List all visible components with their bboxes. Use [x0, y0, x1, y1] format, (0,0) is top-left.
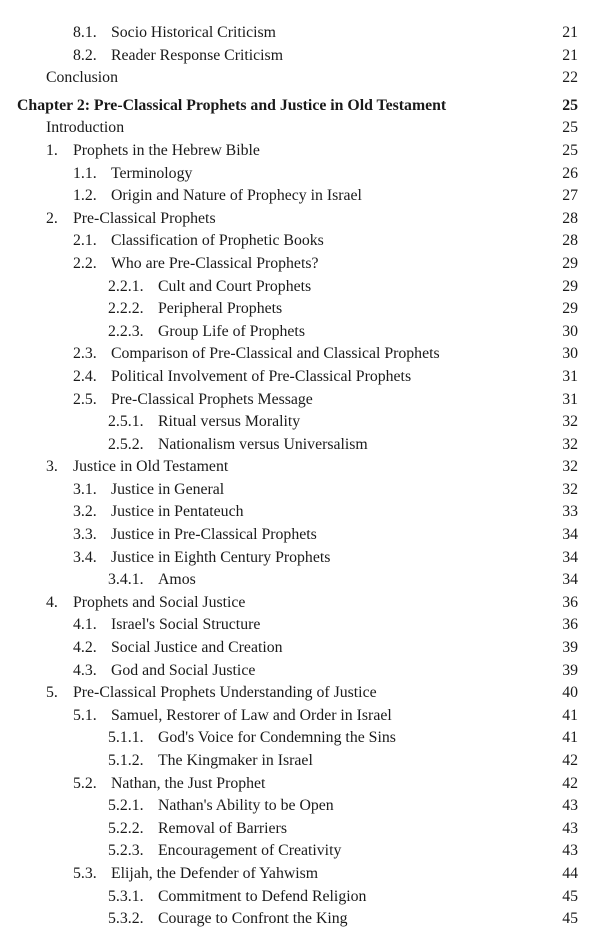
toc-entry-page-number: 42	[562, 752, 578, 769]
toc-entry	[0, 818, 600, 841]
toc-entry-title: God's Voice for Condemning the Sins	[158, 729, 396, 747]
toc-entry-number: 4.	[46, 593, 58, 611]
toc-entry-title: Pre-Classical Prophets	[73, 209, 216, 227]
toc-entry	[0, 434, 600, 457]
toc-entry	[0, 140, 600, 163]
toc-entry-title: Elijah, the Defender of Yahwism	[111, 864, 319, 882]
toc-entry-page-number: 21	[562, 24, 578, 41]
toc-entry-title: Reader Response Criticism	[111, 46, 283, 64]
toc-entry	[0, 117, 600, 140]
toc-entry-page-number: 34	[562, 548, 578, 566]
toc-entry-number: 8.1.	[73, 24, 97, 41]
toc-entry-number: 1.	[46, 141, 58, 159]
toc-entry-number: 5.3.	[73, 864, 97, 882]
toc-entry-title: Nathan, the Just Prophet	[111, 774, 266, 792]
toc-entry-page-number: 32	[562, 480, 578, 498]
toc-entry	[0, 343, 600, 366]
toc-entry-title: Social Justice and Creation	[111, 639, 283, 657]
toc-entry	[0, 67, 600, 90]
toc-entry-page-number: 31	[562, 390, 578, 408]
toc-entry-title: Prophets in the Hebrew Bible	[73, 141, 260, 159]
toc-entry-number: 8.2.	[73, 46, 97, 64]
toc-entry-number: 2.	[46, 209, 58, 227]
toc-entry-page-number: 25	[562, 96, 578, 114]
toc-entry	[0, 208, 600, 231]
toc-entry	[0, 411, 600, 434]
toc-entry-page-number: 31	[562, 367, 578, 385]
toc-entry	[0, 479, 600, 502]
toc-entry	[0, 22, 600, 45]
toc-entry	[0, 569, 600, 592]
toc-entry	[0, 276, 600, 299]
toc-entry-title: Pre-Classical Prophets Message	[111, 390, 313, 408]
toc-entry-title: Justice in Pre-Classical Prophets	[111, 526, 317, 544]
toc-entry-title: Removal of Barriers	[158, 819, 287, 837]
toc-entry-number: 2.1.	[73, 232, 97, 250]
toc-entry-page-number: 45	[562, 910, 578, 928]
toc-entry-number: 2.2.	[73, 254, 97, 272]
toc-entry	[0, 230, 600, 253]
toc-entry	[0, 727, 600, 750]
toc-entry	[0, 253, 600, 276]
toc-entry	[0, 321, 600, 344]
toc-entry	[0, 750, 600, 773]
toc-entry	[0, 298, 600, 321]
toc-entry	[0, 637, 600, 660]
toc-entry-page-number: 29	[562, 277, 578, 295]
toc-entry	[0, 886, 600, 909]
toc-entry-number: 2.2.1.	[108, 277, 144, 295]
toc-entry-number: 3.4.1.	[108, 571, 144, 589]
toc-entry	[0, 366, 600, 389]
toc-entry-page-number: 28	[562, 232, 578, 250]
toc-entry-number: 5.1.2.	[108, 752, 144, 769]
toc-entry-page-number: 36	[562, 616, 578, 634]
toc-entry-page-number: 39	[562, 661, 578, 679]
toc-entry-title: Socio Historical Criticism	[111, 24, 276, 41]
toc-entry-number: 2.2.2.	[108, 300, 144, 318]
toc-entry	[0, 682, 600, 705]
toc-entry-title: Justice in Eighth Century Prophets	[111, 548, 331, 566]
toc-entry-number: 1.2.	[73, 187, 97, 205]
toc-entry	[0, 705, 600, 728]
toc-entry	[0, 524, 600, 547]
toc-entry-number: 5.2.2.	[108, 819, 144, 837]
toc-entry-page-number: 25	[562, 119, 578, 137]
toc-entry	[0, 773, 600, 796]
toc-entry	[0, 614, 600, 637]
toc-entry-page-number: 30	[562, 345, 578, 363]
toc-entry	[0, 456, 600, 479]
toc-entry	[0, 840, 600, 863]
toc-entry-title: Who are Pre-Classical Prophets?	[111, 254, 319, 272]
toc-entry-title: Cult and Court Prophets	[158, 277, 312, 295]
toc-entry-page-number: 21	[562, 46, 578, 64]
toc-entry-title: Pre-Classical Prophets Understanding of Justice	[73, 684, 377, 702]
toc-entry-title: Amos	[158, 571, 196, 589]
toc-entry-number: 5.	[46, 684, 58, 702]
toc-chapter-heading	[0, 95, 600, 118]
toc-entry-title: Israel's Social Structure	[111, 616, 261, 634]
toc-entry-number: 4.2.	[73, 639, 97, 657]
toc-entry-page-number: 36	[562, 593, 578, 611]
toc-entry-page-number: 22	[562, 69, 578, 87]
toc-entry-title: Ritual versus Morality	[158, 413, 301, 431]
toc-entry-title: Justice in Old Testament	[73, 458, 229, 476]
toc-entry	[0, 389, 600, 412]
toc-entry-page-number: 39	[562, 639, 578, 657]
toc-entry-title: Classification of Prophetic Books	[111, 232, 324, 250]
toc-entry-title: God and Social Justice	[111, 661, 256, 679]
toc-entry-number: 5.3.1.	[108, 887, 144, 905]
toc-entry-title: Samuel, Restorer of Law and Order in Israel	[111, 706, 392, 724]
toc-entry-page-number: 33	[562, 503, 578, 521]
toc-entry-page-number: 32	[562, 458, 578, 476]
toc-entry-number: 3.1.	[73, 480, 97, 498]
toc-entry-number: 4.3.	[73, 661, 97, 679]
toc-entry	[0, 863, 600, 886]
toc-entry-number: 2.2.3.	[108, 322, 144, 340]
toc-entry-title: Introduction	[46, 119, 125, 137]
toc-entry-page-number: 30	[562, 322, 578, 340]
toc-entry	[0, 592, 600, 615]
toc-entry-title: Conclusion	[46, 69, 118, 87]
toc-entry-number: 5.2.3.	[108, 842, 144, 860]
toc-entry-title: Justice in General	[111, 480, 225, 498]
toc-entry-title: Justice in Pentateuch	[111, 503, 244, 521]
toc-entry-page-number: 43	[562, 842, 578, 860]
toc-entry-page-number: 25	[562, 141, 578, 159]
toc-entry-page-number: 27	[562, 187, 578, 205]
toc-entry-title: The Kingmaker in Israel	[158, 752, 313, 769]
toc-entry	[0, 45, 600, 68]
toc-entry-page-number: 41	[562, 729, 578, 747]
toc-entry-page-number: 42	[562, 774, 578, 792]
toc-entry-title: Comparison of Pre-Classical and Classical Prophets	[111, 345, 440, 363]
toc-entry-number: 3.	[46, 458, 58, 476]
toc-entry-page-number: 29	[562, 300, 578, 318]
toc-entry-number: 5.1.	[73, 706, 97, 724]
toc-entry-title: Peripheral Prophets	[158, 300, 283, 318]
toc-entry-title: Nationalism versus Universalism	[158, 435, 368, 453]
toc-entry	[0, 547, 600, 570]
toc-entry-page-number: 44	[562, 864, 578, 882]
toc-entry-page-number: 32	[562, 435, 578, 453]
toc-entry-title: Courage to Confront the King	[158, 910, 348, 928]
toc-entry-page-number: 26	[562, 164, 578, 182]
toc-entry-number: 3.2.	[73, 503, 97, 521]
toc-entry-page-number: 43	[562, 819, 578, 837]
toc-entry-number: 5.2.	[73, 774, 97, 792]
toc-entry-title: Origin and Nature of Prophecy in Israel	[111, 187, 362, 205]
toc-entry	[0, 795, 600, 818]
toc-entry-title: Prophets and Social Justice	[73, 593, 246, 611]
toc-entry-number: 5.3.2.	[108, 910, 144, 928]
toc-entry-page-number: 34	[562, 571, 578, 589]
toc-entry-page-number: 29	[562, 254, 578, 272]
toc-entry-number: 5.2.1.	[108, 797, 144, 815]
toc-entry-number: 1.1.	[73, 164, 97, 182]
toc-entry-title: Chapter 2: Pre-Classical Prophets and Justice in Old Testament	[17, 96, 447, 114]
toc-entry	[0, 163, 600, 186]
toc-entry-title: Political Involvement of Pre-Classical Prophets	[111, 367, 412, 385]
toc-entry-title: Group Life of Prophets	[158, 322, 305, 340]
toc-entry	[0, 660, 600, 683]
toc-entry-page-number: 32	[562, 413, 578, 431]
toc-entry-title: Nathan's Ability to be Open	[158, 797, 334, 815]
toc-entry-page-number: 41	[562, 706, 578, 724]
toc-entry-page-number: 43	[562, 797, 578, 815]
toc-entry-title: Encouragement of Creativity	[158, 842, 342, 860]
toc-entry-number: 4.1.	[73, 616, 97, 634]
toc-entry	[0, 185, 600, 208]
toc-entry	[0, 908, 600, 931]
toc-entry-number: 2.4.	[73, 367, 97, 385]
toc-entry-page-number: 40	[562, 684, 578, 702]
toc-entry-number: 2.5.	[73, 390, 97, 408]
toc-entry-page-number: 45	[562, 887, 578, 905]
toc-entry-title: Terminology	[111, 164, 193, 182]
toc-entry-number: 2.5.1.	[108, 413, 144, 431]
toc-entry-page-number: 34	[562, 526, 578, 544]
toc-entry-title: Commitment to Defend Religion	[158, 887, 367, 905]
table-of-contents	[0, 22, 600, 931]
toc-entry-number: 3.3.	[73, 526, 97, 544]
toc-entry-number: 2.3.	[73, 345, 97, 363]
toc-entry-number: 3.4.	[73, 548, 97, 566]
toc-entry-number: 2.5.2.	[108, 435, 144, 453]
toc-entry	[0, 501, 600, 524]
toc-entry-number: 5.1.1.	[108, 729, 144, 747]
toc-entry-page-number: 28	[562, 209, 578, 227]
